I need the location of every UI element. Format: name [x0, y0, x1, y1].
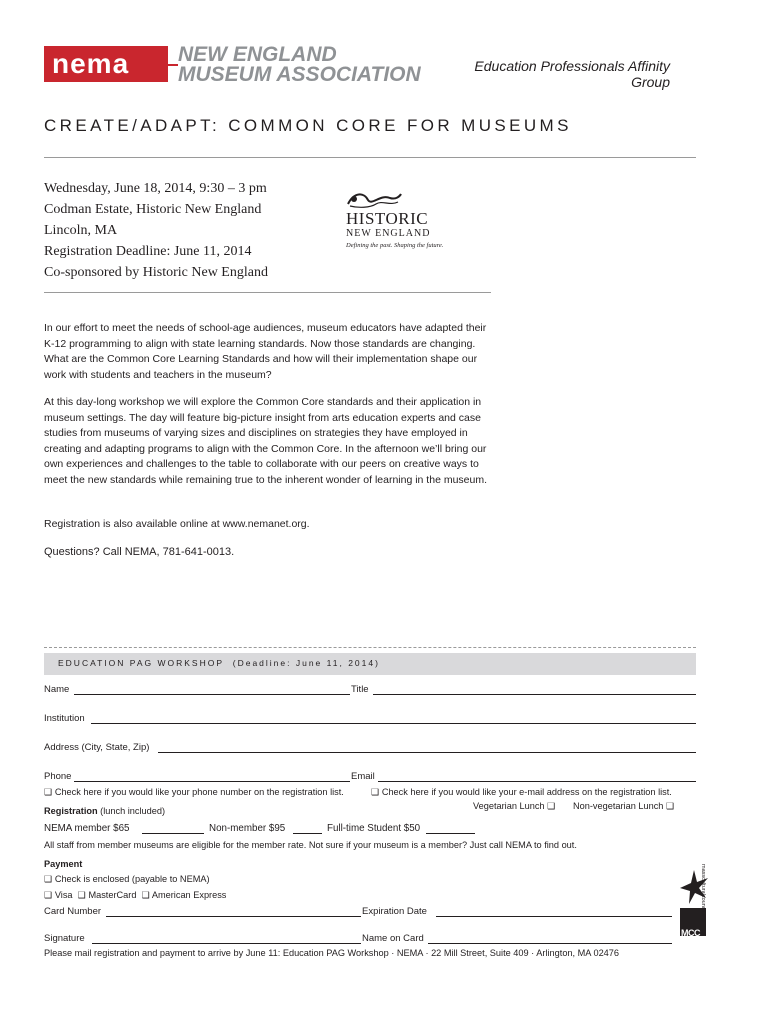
visa-checkbox[interactable]: ❑	[44, 890, 53, 900]
payment-label: Payment	[44, 859, 83, 869]
mastercard-label: MasterCard	[88, 890, 137, 900]
mcc-logo-text: MCC	[681, 928, 700, 938]
vegetarian-lunch-checkbox[interactable]: ❑	[547, 801, 556, 811]
email-field[interactable]	[378, 781, 696, 782]
nonmember-rate-field[interactable]	[293, 833, 322, 834]
workshop-text: At this day-long workshop we will explore the Common Core standards and their application in museum settings. The day will feature big-picture insight from arts education experts and case studies from museums of varying sizes and disciplines on strategies they have employed in creating and adapting programs to align with the Common Core. In the afternoon we’ll bring our own experiences and challenges to the table to collaborate with our peers on creative ways to meet the new standards while remaining true to the inherent wonder of learning in the museum.	[44, 396, 487, 486]
registration-heading	[44, 806, 165, 816]
name-on-card-label: Name on Card	[362, 933, 424, 944]
name-on-card-field[interactable]	[428, 943, 672, 944]
visa-label: Visa	[54, 890, 73, 900]
mastercard-checkbox[interactable]: ❑	[77, 890, 86, 900]
phone-field[interactable]	[74, 781, 350, 782]
card-number-label: Card Number	[44, 906, 102, 917]
title-field[interactable]	[373, 694, 696, 695]
expiration-label: Expiration Date	[362, 906, 427, 917]
registration-label: Registration	[44, 806, 98, 816]
workshop-paragraph	[44, 395, 494, 488]
intro-paragraph	[44, 321, 494, 383]
institution-label: Institution	[44, 713, 85, 724]
email-listing-option	[371, 787, 672, 798]
vegetarian-lunch-label: Vegetarian Lunch	[473, 801, 545, 811]
form-header-text	[58, 658, 380, 668]
signature-field[interactable]	[92, 943, 361, 944]
event-deadline: Registration Deadline: June 11, 2014	[44, 244, 252, 259]
vegetarian-lunch-option	[473, 801, 555, 812]
event-cosponsor: Co-sponsored by Historic New England	[44, 265, 268, 280]
nema-logo-word: nema	[52, 48, 130, 79]
event-location: Lincoln, MA	[44, 223, 118, 238]
signature-label: Signature	[44, 933, 85, 944]
student-rate-field[interactable]	[426, 833, 475, 834]
intro-text: In our effort to meet the needs of school-age audiences, museum educators have adapted their K-12 programming to align with state learning standards. Now those standards are changing. What are the Common Core Learning Standards and how will their implementation shape our work with students and teachers in the museum?	[44, 322, 487, 381]
form-deadline: (Deadline: June 11, 2014)	[232, 658, 380, 668]
amex-label: American Express	[151, 890, 227, 900]
event-divider	[44, 292, 491, 293]
online-registration-note: Registration is also available online at www.nemanet.org.	[44, 518, 310, 530]
name-label: Name	[44, 684, 70, 695]
title-divider	[44, 157, 696, 158]
expiration-field[interactable]	[436, 916, 672, 917]
logo-connector-line	[168, 64, 178, 66]
org-name-line1: NEW ENGLAND	[178, 43, 337, 66]
amex-checkbox[interactable]: ❑	[141, 890, 150, 900]
event-date-time: Wednesday, June 18, 2014, 9:30 – 3 pm	[44, 181, 267, 196]
phone-listing-checkbox[interactable]: ❑	[44, 787, 53, 797]
affinity-group-label: Education Professionals Affinity Group	[474, 58, 670, 90]
address-field[interactable]	[158, 752, 696, 753]
mcc-url: massculturalcouncil.org	[700, 864, 706, 922]
card-number-field[interactable]	[106, 916, 361, 917]
phone-label: Phone	[44, 771, 72, 782]
email-listing-text: Check here if you would like your e-mail address on the registration list.	[381, 787, 672, 797]
partner-tagline: Defining the past. Shaping the future.	[346, 242, 444, 249]
phone-listing-text: Check here if you would like your phone number on the registration list.	[54, 787, 344, 797]
check-enclosed-checkbox[interactable]: ❑	[44, 874, 53, 884]
form-title: EDUCATION PAG WORKSHOP	[58, 658, 225, 668]
institution-field[interactable]	[91, 723, 696, 724]
mailing-instructions: Please mail registration and payment to arrive by June 11: Education PAG Workshop · NEMA · 22 Mill Street, Suite 409 · Arlington, MA 02476	[44, 948, 620, 958]
address-label: Address (City, State, Zip)	[44, 742, 150, 753]
nonveg-lunch-checkbox[interactable]: ❑	[665, 801, 675, 811]
questions-contact: Questions? Call NEMA, 781-641-0013.	[44, 546, 235, 558]
member-eligibility-note: All staff from member museums are eligible for the member rate. Not sure if your museum is a member? Just call NEMA to find out.	[44, 840, 577, 850]
flourish-icon	[346, 190, 402, 210]
name-field[interactable]	[74, 694, 350, 695]
member-rate-label: NEMA member $65	[44, 823, 130, 834]
title-label: Title	[351, 684, 369, 695]
card-type-options	[44, 890, 226, 901]
check-enclosed-text: Check is enclosed (payable to NEMA)	[54, 874, 210, 884]
nonveg-lunch-label: Non-vegetarian Lunch	[573, 801, 664, 811]
page-title: CREATE/ADAPT: COMMON CORE FOR MUSEUMS	[44, 116, 572, 135]
check-enclosed-option	[44, 874, 210, 885]
student-rate-label: Full-time Student $50	[327, 823, 421, 834]
email-label: Email	[351, 771, 375, 782]
org-name-line2: MUSEUM ASSOCIATION	[178, 63, 421, 86]
cut-line	[44, 647, 696, 648]
nonveg-lunch-option	[573, 801, 674, 812]
nonmember-rate-label: Non-member $95	[209, 823, 286, 834]
partner-name-line1: HISTORIC	[346, 209, 429, 228]
registration-note: (lunch included)	[100, 806, 166, 816]
partner-name-line2: NEW ENGLAND	[346, 228, 431, 239]
event-venue: Codman Estate, Historic New England	[44, 202, 262, 217]
phone-listing-option	[44, 787, 344, 798]
email-listing-checkbox[interactable]: ❑	[371, 787, 380, 797]
member-rate-field[interactable]	[142, 833, 204, 834]
